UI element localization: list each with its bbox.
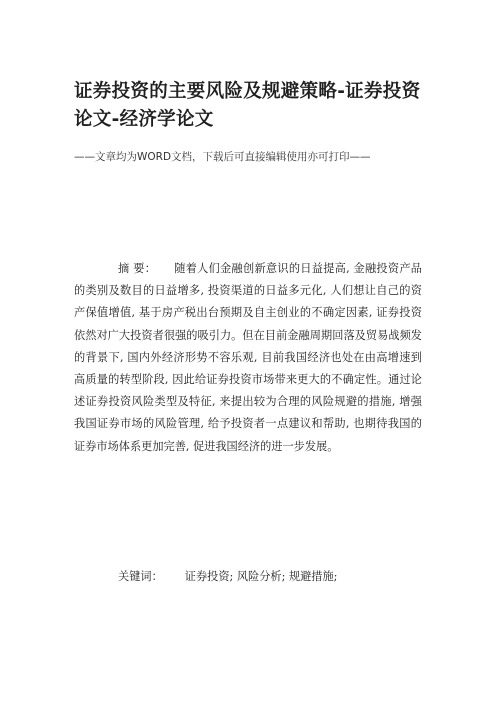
keywords-line — [118, 569, 438, 585]
keywords-label: 关键词： — [118, 570, 163, 583]
document-subtitle: ——文章均为WORD文档，下载后可直接编辑使用亦可打印—— — [74, 151, 371, 163]
abstract-label: 摘 要： — [118, 262, 157, 275]
keywords-text: 证券投资; 风险分析; 规避措施; — [184, 570, 338, 583]
document-title: 证券投资的主要风险及规避策略-证券投资论文-经济学论文 — [74, 81, 421, 130]
abstract-text: 随着人们金融创新意识的日益提高, 金融投资产品的类别及数目的日益增多, 投资渠道的日益多元化, 人们想让自己的资产保值增值, 基于房产税出台预期及自主创业的不确定因素, 证券投资依然对广大投资者很强的吸引力。但在目前金融周期回落及贸易战频发的背景下, 国内外经济形势不容乐观, 目前我国经济也处在由高增速到高质量的转型阶段, 因此给证券投资市场带来更大的不确定性。通过论述证券投资风险类型及特征, 来提出较为合理的风险规避的措施, 增强我国证券市场的风险管理, 给予投资者一点建议和帮助, 也期待我国的证券市场体系更加完善, 促进我国经济的进一步发展。 — [74, 262, 422, 453]
abstract-paragraph — [74, 258, 422, 458]
